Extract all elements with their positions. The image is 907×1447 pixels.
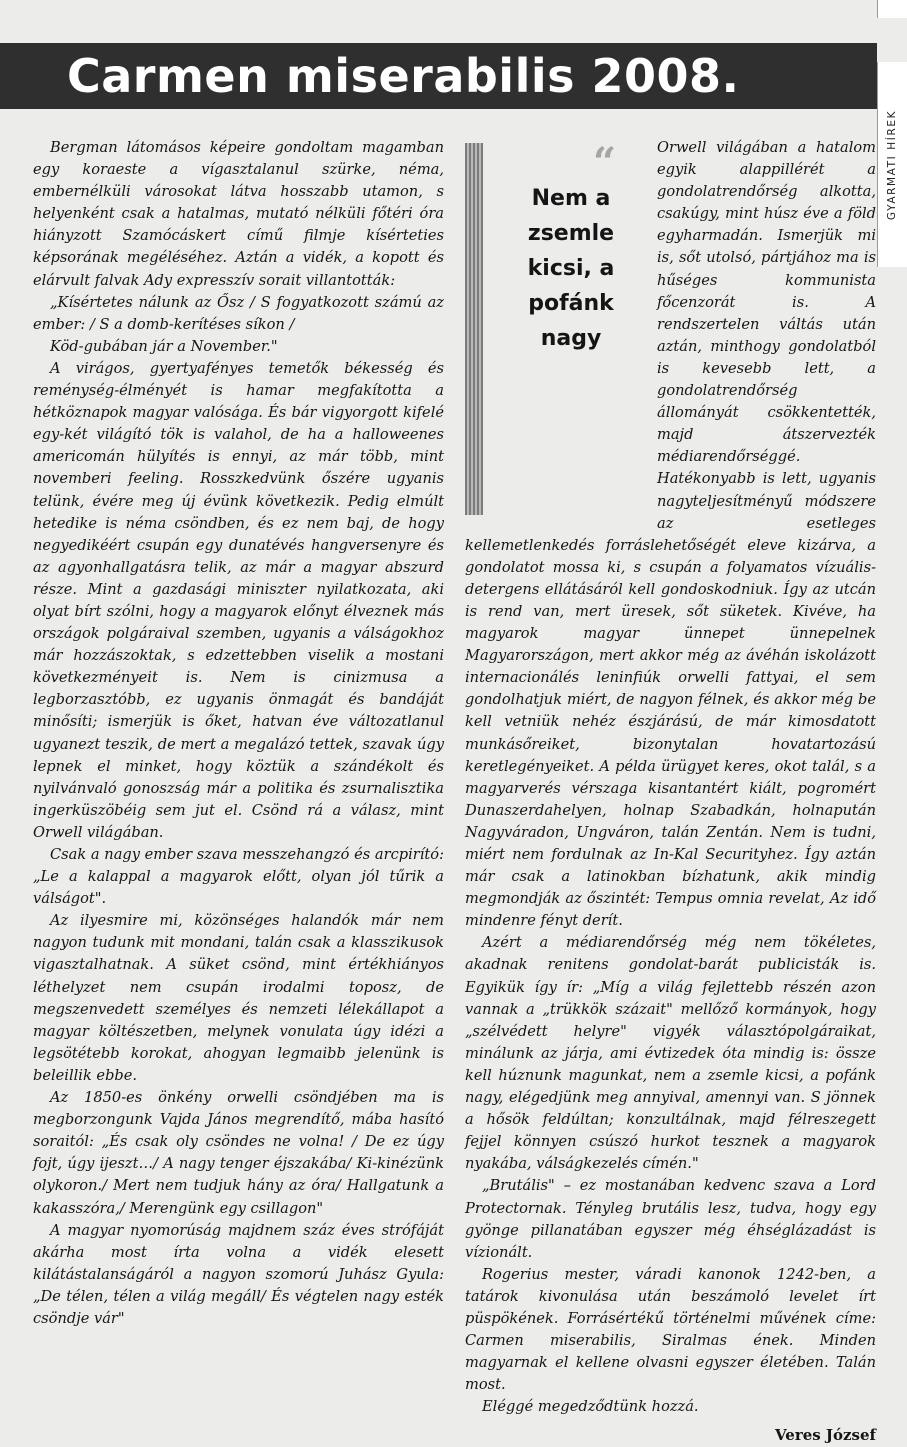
- quote-stripe: [465, 143, 483, 515]
- side-tab-top: [877, 0, 907, 18]
- paragraph: A virágos, gyertyafényes temetők békesség és reménység-élményét is hamar megfakította a hétköznapok magyar valósága. És bár vigyorgott kifelé egy-két világító tök is valahol, de ha a halloweenes americomán hülyítés is ennyi, az már több, mint novemberi feeling. Rosszkedvünk őszére ugyanis telünk, évére meg új évünk következik. Pedig elmúlt hetedike is néma csöndben, és ez nem baj, de hogy negyedikéért csupán egy dunatévés hangversenyre és az agyonhallgatásra telik, az már a magyar abszurd része. Mint a gazdasági miniszter nyilatkozata, aki olyat bírt szólni, hogy a magyarok előnyt élveznek más országok polgáraival szemben, ugyanis a válságokhoz már hozzászoktak, s edzettebben viselik a mostani következményeit is. Nem is cinizmusa a legborzasztóbb, ez ugyanis önmagát és bandáját minősíti; ismerjük is őket, hatvan éve változatlanul ugyanezt teszik, de mert a megalázó tettek, szavak úgy lepnek el minket, hogy köztük a szándékolt és nyilvánvaló gonoszság már a politika és zsurnalisztika ingerküszöbéig sem jut el. Csönd rá a válasz, mint Orwell világában.: [33, 359, 444, 841]
- paragraph: „Kísértetes nálunk az Ősz / S fogyatkozott számú az ember: / S a domb-kerítéses síkon /: [33, 293, 444, 333]
- right-column: [465, 137, 876, 1447]
- section-label: GYARMATI HÍREK: [886, 109, 898, 220]
- paragraph: Eléggé megedződtünk hozzá.: [482, 1398, 699, 1416]
- paragraph: A magyar nyomorúság majdnem száz éves strófáját akárha most írta volna a vidék elesett kilátástalanságáról a nagyon szomorú Juhász Gyula: „De télen, télen a világ megáll/ És végtelen nagy esték csöndje vár": [33, 1221, 444, 1327]
- paragraph: Bergman látomásos képeire gondoltam magamban egy koraeste a vígasztalanul szürke, néma, embernélküli városokat látva hosszabb utamon, s helyenként csak a hatalmas, mutató nélküli főtéri óra hiányzott Szamócáskert című filmje kísérteties képsorának megéléséhez. Aztán a vidék, a kopott és elárvult falvak Ady expresszív sorait villantották:: [33, 139, 444, 289]
- author-signature: Veres József: [775, 1426, 876, 1445]
- paragraph: „Brutális" – ez mostanában kedvenc szava a Lord Protectornak. Tényleg brutális lesz, tudva, hogy egy gyönge pillanatában egyszer még éhséglázadást is vízionált.: [465, 1177, 876, 1261]
- section-label-wrap: [877, 62, 907, 267]
- paragraph: Rogerius mester, váradi kanonok 1242-ben, a tatárok kivonulása után beszámoló levelet írt püspökének. Forrásértékű történelmi művének címe: Carmen miserabilis, Siralmas ének. Minden magyarnak el kellene olvasni egyszer életében. Talán most.: [465, 1265, 876, 1394]
- paragraph-text: Orwell világában a hatalom egyik alappillérét a gondolatrendőrség alkotta, csakúgy, mint húsz éve a föld egyharmadán. Ismerjük mi is, sőt utolsó, pártjához ma is hűséges kommunista főcenzorát is. A rendszertelen váltás után aztán, minthogy gondolatból is kevesebb lett, a gondolatrendőrség állományát csökkentették, majd átszervezték médiarendőrséggé. Hatékonyabb is lett, ugyanis nagyteljesítményű módszere az esetleges kellemetlenkedés forráslehetőségét eleve kizárva, a gondolatot mossa ki, s csupán a folyamatos vízuális-detergens ellátásáról kell gondoskodniuk. Így az utcán is rend van, mert üresek, sőt süketek. Kivéve, ha magyarok magyar ünnepet ünnepelnek Magyarországon, mert akkor még az ávéhán iskolázott internacionálés leninfiúk orwelli fattyai, el sem gondolhatjuk miért, de nagyon félnek, és akkor még be kell vetniük nehéz észjárású, de már kimosdatott munkásőreiket, bizonytalan hovatartozású keretlegényeiket. A példa ürügyet keres, okot talál, s a magyarverés vérszaga kisantantért kiált, pogromért Dunaszerdahelyen, holnap Szabadkán, holnapután Nagyváradon, Ungváron, talán Zentán. Nem is tudni, miért nem fordulnak az In-Kal Securityhez. Így aztán már csak a latinokban bízhatunk, akik mindig megmondják az őszintét: Tempus omnia revelat, Az idő mindenre fényt derít.: [465, 139, 876, 930]
- left-column: [33, 137, 444, 1330]
- article-title: Carmen miserabilis 2008.: [67, 49, 740, 103]
- paragraph-with-quote: [465, 137, 876, 932]
- pull-quote-text: Nem a zsemle kicsi, a pofánk nagy: [527, 186, 615, 351]
- paragraph: Köd-gubában jár a November.": [50, 337, 278, 355]
- paragraph: Az ilyesmire mi, közönséges halandók már nem nagyon tudunk mit mondani, talán csak a klasszikusok vigasztalhatnak. A süket csönd, mint értékhiányos léthelyzet nem csupán irodalmi toposz, de megszenvedett személyes és nemzeti lélekállapot a magyar költészetben, melynek vonulata úgy idézi a legsötétebb korokat, ahogyan legmaibb jelenünk is beleillik ebbe.: [33, 912, 444, 1084]
- paragraph: Az 1850-es önkény orwelli csöndjében ma is megborzongunk Vajda János megrendítő, mába hasító soraitól: „És csak oly csöndes ne volna! / De ez úgy fojt, úgy ijeszt…/ A nagy tenger éjszakába/ Ki-kinézünk olykoron./ Mert nem tudjuk hány az óra/ Hallgatunk a kakasszóra,/ Merengünk egy csillagon": [33, 1089, 444, 1217]
- paragraph: Csak a nagy ember szava messzehangzó és arcpirító: „Le a kalappal a magyarok előtt, olyan jól tűrik a válságot".: [33, 846, 444, 908]
- paragraph: Azért a médiarendőrség még nem tökéletes, akadnak renitens gondolat-barát publicisták is. Egyikük így ír: „Míg a világ fejlettebb részén azon vannak a „trükkök százait" mellőző kormányok, hogy „szélvédett helyre" vigyék választópolgáraikat, minálunk az járja, ami évtizedek óta mindig is: össze kell húznunk magunkat, nem a zsemle kicsi, a pofánk nagy, elégedjünk meg annyival, amennyi van. S jönnek a hősök feldúltan; konzultálnak, majd félreszegett fejjel könnyen csúszó hurkot tesznek a magyarok nyakába, válságkezelés címén.": [465, 934, 876, 1173]
- pull-quote: [465, 137, 647, 515]
- title-banner: [0, 43, 877, 109]
- quote-mark-icon: “: [593, 139, 617, 186]
